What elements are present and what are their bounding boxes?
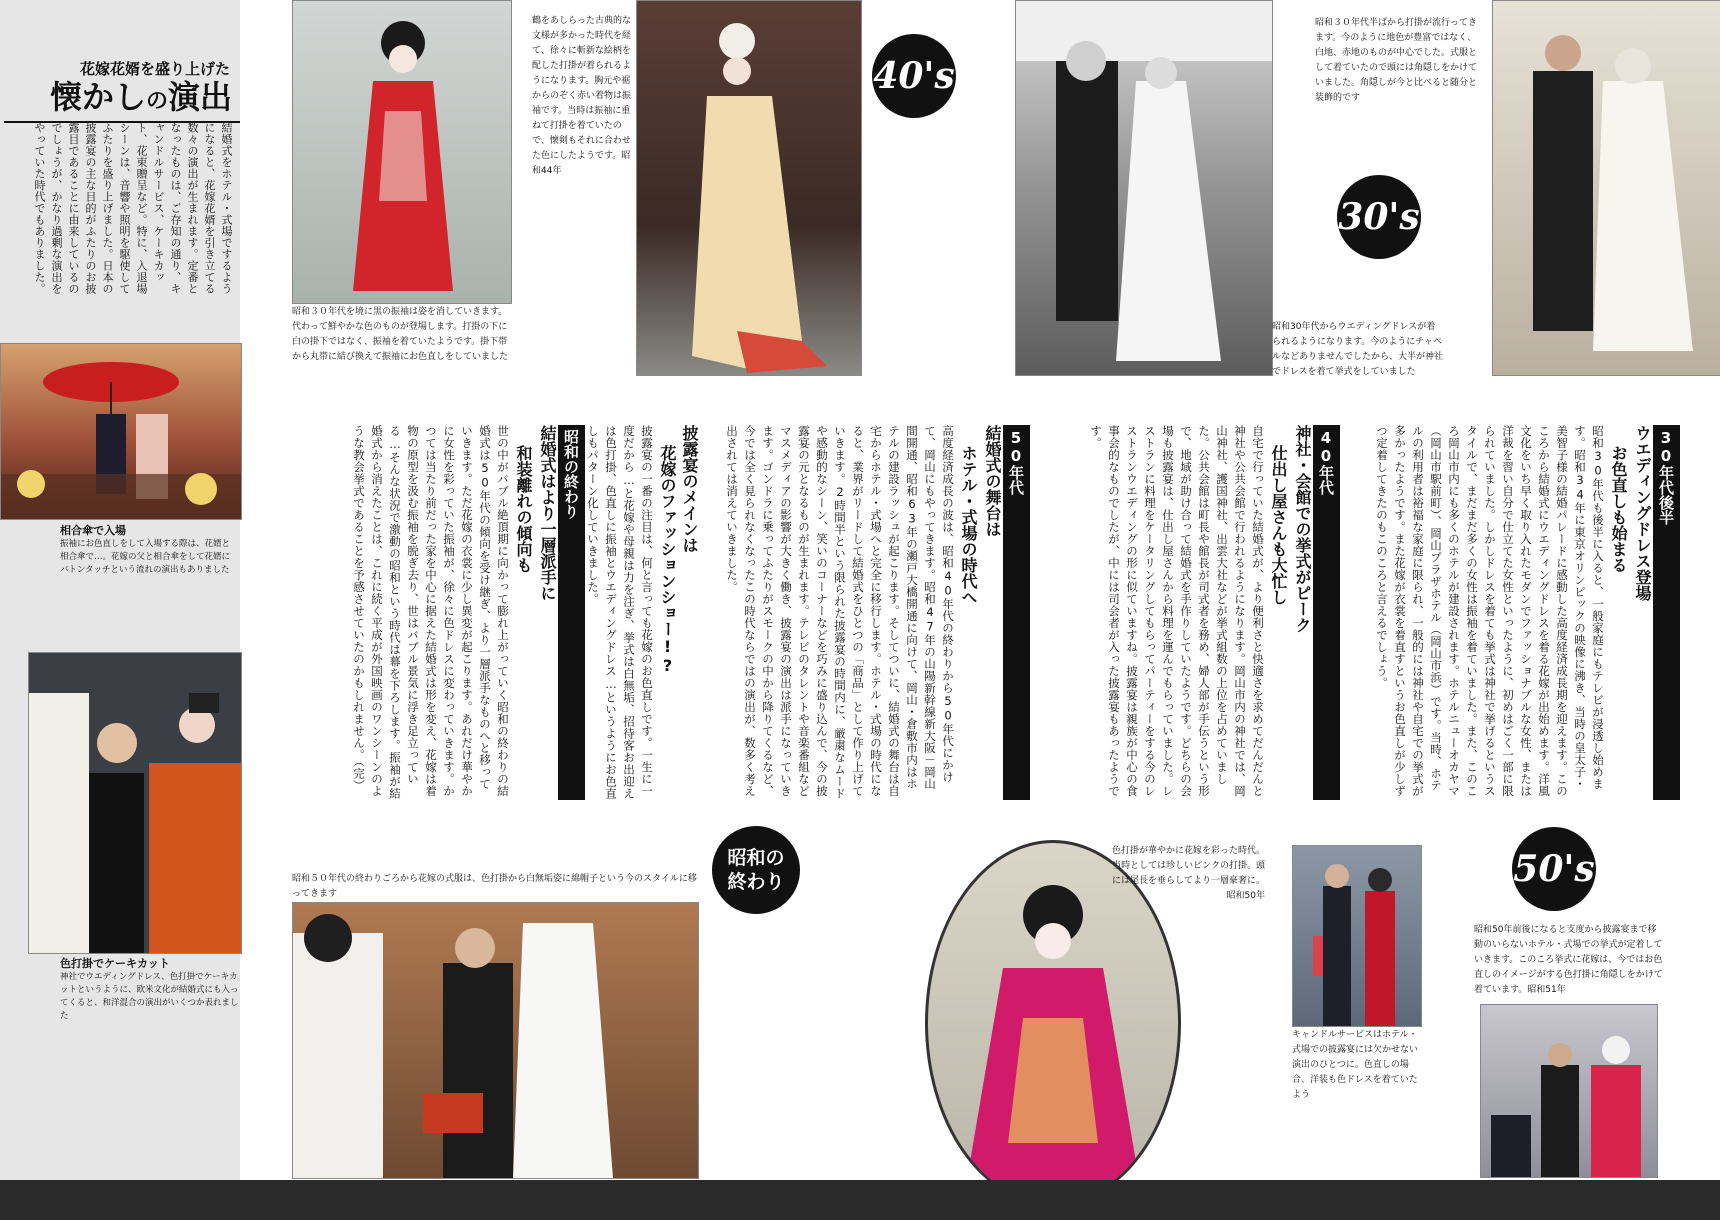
fifties-ceremony-image — [1481, 1005, 1657, 1177]
section-40s-body: 自宅で行っていた結婚式が、より便利さと快適さを求めてだんだんと神社や公共会館で行われるようになります。岡山市内の神社では、岡山神社、護国神社、出雲大社などが挙式組数の上位を占めていました。公共会館は町長や館長が司式者を務め、婦人部が手伝うという形で、地域が助け合って結婚式を手作りしていたようです。どちらの会場も披露宴は、仕出し屋さんから料理を運んでもらっていました。レストランに料理をケータリングしてもらってパーティーをする今のレストランウエディングの形に似ていますね。披露宴は親族が中心の食事会的なものでしたが、中には司会者が入った披露宴もあったようです。 — [1089, 425, 1265, 797]
badge-40s: 40's — [872, 34, 956, 118]
photo-bw-wedding-dress — [1015, 0, 1273, 376]
white-uchikake-image — [1493, 1, 1720, 375]
photo-cream-uchikake — [636, 0, 862, 376]
section-showa-end-body: 世の中がバブル絶頂期に向かって膨れ上がっていく昭和の終わりの結婚式は50年代の傾向を受け継ぎ、より一層派手なものへと移っていきます。ただ花嫁の衣裳に少し異変が起こります。あれだけ華やかに女性を彩っていた振袖が、徐々に色ドレスに変わっていきます。かつては当たり前だった家を中心に据えた結婚式は形を変え、花嫁は着物の原型を汲む振袖を脱ぎ去り、世はバブル景気に浮き足立っている…そんな状況で激動の昭和という時代は幕を下ろします。振袖が結婚式から消えたことは、これに続く平成が外国映画のワンシーンのような教会挙式であることを予感させていたのかもしれません。（完） — [352, 425, 510, 800]
badge-50s: 50's — [1512, 827, 1596, 911]
section-showa-end-heading: 結婚式はより一層派手に — [538, 425, 557, 601]
caption-cake-cut — [60, 955, 240, 1023]
photo-fifties-ceremony — [1480, 1004, 1658, 1178]
photo-umbrella-entrance — [0, 343, 242, 520]
section-fashion-subheading: 花嫁のファッションショー!? — [658, 445, 677, 675]
section-30s-body: 昭和30年代も後半に入ると、一般家庭にもテレビが浸透し始めます。昭和34年に東京オリンピックの映像に沸き、当時の皇太子・美智子様の結婚パレードに感動した高度経済成長期を迎えます。このころから結婚式にウエディングドレスを着る花嫁が出始めます。洋風文化をいち早く取り入れたモダンでファッショナブルな女性、または洋裁を習い自分で仕立てた女性といったように、初めはごく一部に限られていました。しかしドレスを着ても挙式は神社で挙げるというスタイルで、まだまだ多くの女性は振袖を着ていました。また、このころ岡山市内にも多くのホテルが建設されます。ホテルニューオカヤマ（岡山市駅前町）、岡山プラザホテル（岡山市浜）です。当時、ホテルの利用者は裕福な家庭に限られ、一般的には神社や自宅での挙式が多かったようです。また花嫁が衣裳を着直すというお色直しが少しずつ定着してきたのもこのころと言えるでしょう。 — [1375, 425, 1605, 797]
caption-umbrella — [60, 522, 235, 577]
page-footer-bar — [0, 1180, 1720, 1220]
caption-cream-uchikake: 鶴をあしらった古典的な文様が多かった時代を経て、徐々に斬新な絵柄を配した打掛が着られるようになります。胸元や裾からのぞく赤い着物は振袖です。当時は振袖に重ねて打掛を着ていたので、懐剣もそれに合わせた色にしたようです。昭和44年 — [532, 16, 632, 176]
bw-wedding-dress-image — [1016, 1, 1272, 375]
umbrella-scene-image — [1, 344, 241, 519]
caption-umbrella-text: 振袖にお色直しをして入場する際は、花婿と相合傘で…。花嫁の父と相合傘をして花婿にバトンタッチという流れの演出もありました — [60, 539, 231, 575]
photo-red-furisode — [292, 0, 512, 304]
section-fashion-heading: 披露宴のメインは — [680, 425, 699, 553]
section-40s — [1035, 425, 1340, 800]
red-furisode-image — [293, 1, 511, 303]
section-50s — [705, 425, 1030, 800]
section-30s-subheading: お色直しも始まる — [1609, 445, 1628, 573]
shiromuku-image — [293, 903, 698, 1178]
badge-30s: 30's — [1337, 175, 1421, 259]
caption-fifties: 昭和50年前後になると支度から披露宴まで移動のいらないホテル・式場での挙式が定着していきます。このころ挙式に花嫁は、今ではお色直しのイメージがする色打掛に角隠しをかけて着ています。昭和51年 — [1474, 925, 1663, 995]
section-fashion — [586, 425, 700, 800]
page-title: 懐かしの演出 — [4, 79, 240, 123]
section-30s-tab: 30年代後半 — [1653, 425, 1680, 800]
section-40s-heading: 神社・会館での挙式がピーク — [1293, 425, 1312, 633]
caption-cake-cut-text: 神社でウエディングドレス、色打掛でケーキカットというように、欧米文化が結婚式にも入ってくると、和洋混合の演出がいくつか表れました — [60, 972, 239, 1021]
section-showa-end-tab: 昭和の終わり — [558, 425, 585, 800]
section-50s-body: 高度経済成長の波は、昭和40年代の終わりから50年代にかけて、岡山にもやってきます。昭和47年の山陽新幹線新大阪－岡山間開通、昭和63年の瀬戸大橋開通に向けて、岡山・倉敷市内はホテルの建設ラッシュが起こります。そしてついに、結婚式の舞台は自宅からホテル・式場へと完全に移行します。ホテル・式場の時代になると、業界がリードして結婚式をひとつの「商品」として作り上げていきます。2時間半という限られた披露宴の時間内に、厳粛なムードや感動的なシーン、笑いのコーナーなどを巧みに盛り込んで、今の披露宴の元となるものが生まれます。テレビのタレントや音楽番組などマスメディアの影響が大きく働き、披露宴の演出は派手になっていきます。ゴンドラに乗ってふたりがスモークの中から降りてくるなど、今では全く見られなくなったこの時代ならではの演出が、数多く考え出されては消えていきました。 — [725, 425, 955, 800]
cake-cut-image — [29, 653, 241, 953]
section-30s-late — [1355, 425, 1680, 800]
photo-cake-cut — [28, 652, 242, 954]
page-title-block — [4, 58, 240, 123]
photo-white-uchikake — [1492, 0, 1720, 376]
section-50s-subheading: ホテル・式場の時代へ — [959, 445, 978, 605]
section-30s-heading: ウエディングドレス登場 — [1633, 425, 1652, 601]
intro-text: 結婚式をホテル・式場でするようになると、花嫁花婿を引き立てる数々の演出が生まれます。定番となったものは、ご存知の通り、キャンドルサービス、ケーキカット、花束贈呈など。特に、入退場シーンは、音響や照明を駆使してふたりを盛り上げました。日本の披露宴の主な目的がふたりのお披露目であることに由来しているのでしょうが、かなり過剰な演出をやっていた時代でもありました。 — [33, 122, 233, 295]
caption-candle-service: キャンドルサービスはホテル・式場での披露宴には欠かせない演出のひとつに。色直しの場合、洋装も色ドレスを着ていたよう — [1292, 1030, 1419, 1100]
caption-white-uchikake: 昭和３０年代半ばから打掛が流行ってきます。今のように地色が豊富ではなく、白地、赤地のものが中心でした。式服として着ていたので頭には角隠しをかけていました。角隠しが今と比べると随分と装飾的です — [1315, 18, 1478, 103]
section-40s-subheading: 仕出し屋さんも大忙し — [1269, 445, 1288, 605]
section-50s-heading: 結婚式の舞台は — [983, 425, 1002, 537]
section-40s-tab: 40年代 — [1313, 425, 1340, 800]
caption-shiromuku: 昭和５０年代の終わりごろから花嫁の式服は、色打掛から白無垢姿に綿帽子という今のスタイルに移ってきます — [292, 874, 697, 899]
section-showa-end — [280, 425, 585, 800]
caption-cake-cut-title: 色打掛でケーキカット — [60, 957, 170, 970]
section-fashion-body: 披露宴の一番の注目は、何と言っても花嫁のお色直しです。一生に一度だから…と花嫁や母親は力を注ぎ、挙式は白無垢、招待客お出迎えは色打掛、色直しに振袖とウエディングドレス…というようにお色直しもパターン化していきました。 — [586, 425, 654, 800]
caption-umbrella-title: 相合傘で入場 — [60, 524, 126, 537]
badge-showa-end: 昭和の終わり — [712, 826, 800, 914]
caption-red-furisode: 昭和３０年代を境に黒の振袖は姿を消していきます。代わって鮮やかな色のものが登場します。打掛の下に白の掛下ではなく、振袖を着ていたようです。掛下帯から丸帯に結び換えて振袖にお色直しをしていました — [292, 307, 509, 362]
cream-uchikake-image — [637, 1, 861, 375]
photo-candle-service — [1292, 845, 1422, 1027]
candle-service-image — [1293, 846, 1421, 1026]
caption-pink-uchikake: 色打掛が華やかに花嫁を彩った時代。当時としては珍しいピンクの打掛。頭には尾長を垂らしてより一層豪奢に。昭和50年 — [1111, 846, 1265, 901]
section-50s-tab: 50年代 — [1003, 425, 1030, 800]
section-showa-end-subheading: 和装離れの傾向も — [514, 445, 533, 573]
caption-bw-wedding-dress: 昭和30年代からウエディングドレスが着られるようになります。今のようにチャペルなどありませんでしたから、大半が神社でドレスを着て挙式をしていました — [1272, 322, 1444, 377]
photo-shiromuku — [292, 902, 699, 1179]
title-kicker: 花嫁花婿を盛り上げた — [79, 60, 230, 78]
